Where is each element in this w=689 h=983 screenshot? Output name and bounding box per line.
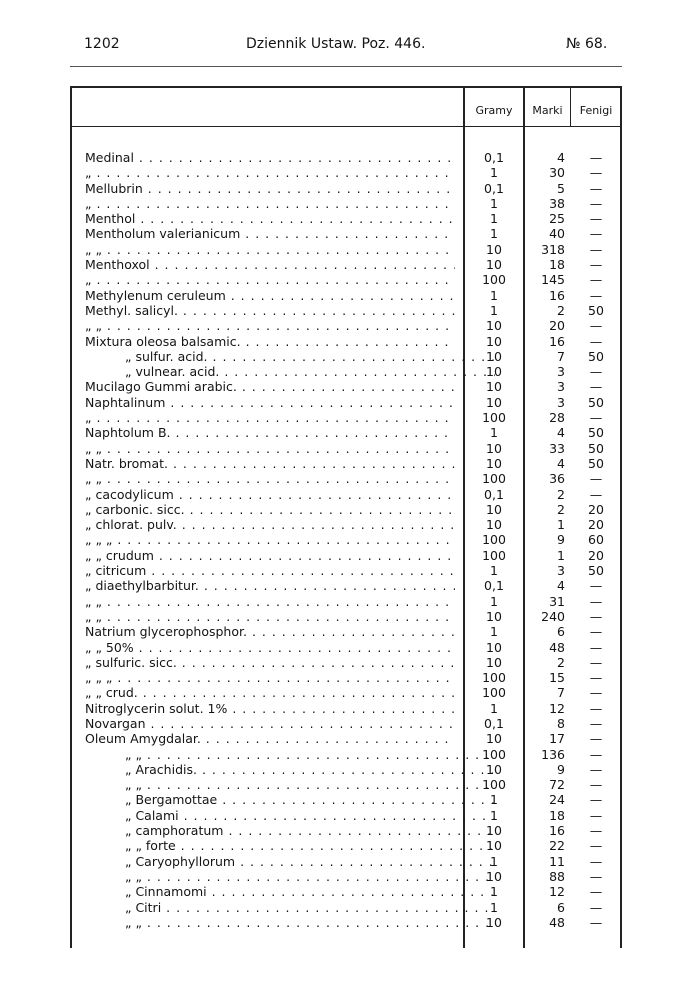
table-row	[70, 838, 622, 853]
marks-value: 48	[549, 914, 565, 930]
grams-value: 1	[490, 287, 498, 303]
item-name: Mixtura oleosa balsamic. . . .	[85, 334, 455, 349]
item-name: Methyl. salicyl. . . .	[85, 303, 455, 318]
grams-value: 10	[486, 348, 502, 364]
marks-value: 136	[541, 746, 565, 762]
grams-value: 1	[490, 195, 498, 211]
table-row	[70, 288, 622, 303]
grams-value: 1	[490, 700, 498, 716]
item-name: „ „ „ . . .	[85, 532, 455, 547]
pfennig-value: —	[589, 379, 603, 395]
grams-value: 10	[486, 517, 502, 533]
marks-value: 2	[557, 486, 565, 502]
grams-value: 0,1	[484, 150, 504, 165]
item-name: Naphtalinum . . .	[85, 395, 455, 410]
item-name: Novargan . . .	[85, 716, 455, 731]
item-name: „ . . .	[85, 165, 455, 180]
pfennig-value: —	[589, 807, 603, 823]
marks-value: 18	[549, 257, 565, 273]
marks-value: 6	[557, 899, 565, 915]
item-name: „ chlorat. pulv. . . .	[85, 517, 455, 532]
grams-value: 10	[486, 761, 502, 777]
item-name: Mellubrin . . .	[85, 181, 455, 196]
item-name: „ „ . . .	[85, 441, 455, 456]
pfennig-value: 20	[588, 547, 604, 563]
pfennig-value: —	[589, 318, 603, 334]
grams-value: 10	[486, 654, 502, 670]
item-name: Oleum Amygdalar. . . .	[85, 731, 455, 746]
pfennig-value: —	[589, 853, 603, 869]
marks-value: 4	[557, 578, 565, 594]
pfennig-value: —	[589, 150, 603, 165]
item-name: „ vulnear. acid. . . .	[85, 364, 495, 379]
grams-value: 100	[482, 532, 506, 548]
table-row	[70, 655, 622, 670]
marks-value: 88	[549, 868, 565, 884]
pfennig-value: —	[589, 868, 603, 884]
grams-value: 100	[482, 547, 506, 563]
marks-value: 240	[541, 608, 565, 624]
grams-value: 1	[490, 211, 498, 227]
grams-value: 1	[490, 884, 498, 900]
item-name: „ Arachidis. . . .	[85, 762, 495, 777]
grams-value: 100	[482, 272, 506, 288]
marks-value: 17	[549, 731, 565, 747]
marks-value: 2	[557, 654, 565, 670]
grams-value: 1	[490, 425, 498, 441]
table-row	[70, 257, 622, 272]
table-row	[70, 731, 622, 746]
item-name: Nitroglycerin solut. 1% . . .	[85, 701, 455, 716]
table-body	[70, 150, 622, 930]
item-name: „ „ . . .	[85, 318, 455, 333]
column-header-pfennig: Fenigi	[579, 104, 613, 117]
column-divider-marks-pfennig	[570, 86, 571, 126]
grams-value: 1	[490, 792, 498, 808]
column-header-grams: Gramy	[475, 104, 513, 117]
table-row	[70, 762, 622, 777]
pfennig-value: 50	[588, 455, 604, 471]
item-name: Mucilago Gummi arabic. . . .	[85, 379, 455, 394]
marks-value: 20	[549, 318, 565, 334]
pfennig-value: 50	[588, 440, 604, 456]
table-row	[70, 334, 622, 349]
table-row	[70, 777, 622, 792]
pfennig-value: —	[589, 241, 603, 257]
grams-value: 1	[490, 563, 498, 579]
grams-value: 10	[486, 823, 502, 839]
pfennig-value: —	[589, 608, 603, 624]
grams-value: 10	[486, 364, 502, 380]
marks-value: 4	[557, 150, 565, 165]
item-name: „ Bergamottae . . .	[85, 792, 495, 807]
grams-value: 100	[482, 777, 506, 793]
pfennig-value: —	[589, 364, 603, 380]
table-row	[70, 395, 622, 410]
pfennig-value: 50	[588, 563, 604, 579]
pfennig-value: —	[589, 287, 603, 303]
item-name: „ sulfur. acid. . . .	[85, 349, 495, 364]
grams-value: 1	[490, 899, 498, 915]
marks-value: 7	[557, 348, 565, 364]
price-table	[70, 86, 622, 948]
item-name: „ „ . . .	[85, 777, 495, 792]
grams-value: 10	[486, 639, 502, 655]
marks-value: 4	[557, 425, 565, 441]
table-row	[70, 272, 622, 287]
marks-value: 8	[557, 715, 565, 731]
table-row	[70, 548, 622, 563]
table-row	[70, 196, 622, 211]
table-row	[70, 487, 622, 502]
marks-value: 1	[557, 547, 565, 563]
marks-value: 40	[549, 226, 565, 242]
item-name: „ „ forte . . .	[85, 838, 495, 853]
item-name: „ citricum . . .	[85, 563, 455, 578]
grams-value: 0,1	[484, 180, 504, 196]
table-row	[70, 349, 622, 364]
pfennig-value: —	[589, 624, 603, 640]
grams-value: 10	[486, 379, 502, 395]
item-name: „ „ . . .	[85, 594, 455, 609]
grams-value: 10	[486, 501, 502, 517]
marks-value: 1	[557, 517, 565, 533]
pfennig-value: —	[589, 685, 603, 701]
grams-value: 100	[482, 410, 506, 426]
grams-value: 10	[486, 440, 502, 456]
grams-value: 1	[490, 624, 498, 640]
grams-value: 10	[486, 838, 502, 854]
grams-value: 1	[490, 226, 498, 242]
item-name: „ . . .	[85, 410, 455, 425]
item-name: „ Caryophyllorum . . .	[85, 854, 495, 869]
pfennig-value: —	[589, 593, 603, 609]
marks-value: 38	[549, 195, 565, 211]
grams-value: 0,1	[484, 578, 504, 594]
grams-value: 10	[486, 241, 502, 257]
table-row	[70, 364, 622, 379]
table-row	[70, 640, 622, 655]
pfennig-value: —	[589, 777, 603, 793]
marks-value: 48	[549, 639, 565, 655]
column-header-marks: Marki	[532, 104, 563, 117]
table-row	[70, 854, 622, 869]
pfennig-value: —	[589, 792, 603, 808]
item-name: „ cacodylicum . . .	[85, 487, 455, 502]
marks-value: 318	[541, 241, 565, 257]
table-row	[70, 670, 622, 685]
grams-value: 1	[490, 593, 498, 609]
marks-value: 16	[549, 333, 565, 349]
marks-value: 16	[549, 823, 565, 839]
table-row	[70, 578, 622, 593]
pfennig-value: —	[589, 578, 603, 594]
table-row	[70, 594, 622, 609]
table-row	[70, 181, 622, 196]
marks-value: 9	[557, 532, 565, 548]
table-row	[70, 915, 622, 930]
table-row	[70, 165, 622, 180]
pfennig-value: —	[589, 823, 603, 839]
item-name: Natr. bromat. . . .	[85, 456, 455, 471]
table-row	[70, 823, 622, 838]
item-name: „ diaethylbarbitur. . . .	[85, 578, 455, 593]
pfennig-value: —	[589, 639, 603, 655]
table-row	[70, 685, 622, 700]
grams-value: 1	[490, 165, 498, 181]
grams-value: 10	[486, 318, 502, 334]
marks-value: 16	[549, 287, 565, 303]
marks-value: 2	[557, 302, 565, 318]
table-row	[70, 425, 622, 440]
item-name: Natrium glycerophosphor. . . .	[85, 624, 455, 639]
pfennig-value: —	[589, 884, 603, 900]
pfennig-value: —	[589, 410, 603, 426]
issue-number: № 68.	[566, 36, 608, 52]
table-row	[70, 502, 622, 517]
grams-value: 10	[486, 394, 502, 410]
item-name: „ „ . . .	[85, 242, 455, 257]
table-row	[70, 211, 622, 226]
grams-value: 1	[490, 302, 498, 318]
marks-value: 3	[557, 394, 565, 410]
table-row	[70, 226, 622, 241]
marks-value: 28	[549, 410, 565, 426]
pfennig-value: —	[589, 670, 603, 686]
item-name: „ sulfuric. sicc. . . .	[85, 655, 455, 670]
item-name: „ „ crud. . . .	[85, 685, 455, 700]
table-row	[70, 701, 622, 716]
item-name: „ „ . . .	[85, 747, 495, 762]
table-row	[70, 869, 622, 884]
item-name: Methylenum ceruleum . . .	[85, 288, 455, 303]
marks-value: 33	[549, 440, 565, 456]
grams-value: 100	[482, 746, 506, 762]
table-row	[70, 792, 622, 807]
marks-value: 22	[549, 838, 565, 854]
marks-value: 5	[557, 180, 565, 196]
table-row	[70, 563, 622, 578]
pfennig-value: —	[589, 195, 603, 211]
item-name: „ Cinnamomi . . .	[85, 884, 495, 899]
grams-value: 1	[490, 807, 498, 823]
pfennig-value: —	[589, 471, 603, 487]
table-row	[70, 609, 622, 624]
marks-value: 24	[549, 792, 565, 808]
grams-value: 10	[486, 914, 502, 930]
journal-title: Dziennik Ustaw. Poz. 446.	[246, 36, 426, 52]
table-row	[70, 303, 622, 318]
item-name: „ „ . . .	[85, 609, 455, 624]
item-name: „ Citri . . .	[85, 900, 495, 915]
marks-value: 6	[557, 624, 565, 640]
marks-value: 7	[557, 685, 565, 701]
marks-value: 15	[549, 670, 565, 686]
marks-value: 31	[549, 593, 565, 609]
grams-value: 10	[486, 731, 502, 747]
table-row	[70, 747, 622, 762]
grams-value: 0,1	[484, 486, 504, 502]
grams-value: 10	[486, 868, 502, 884]
marks-value: 12	[549, 884, 565, 900]
pfennig-value: —	[589, 731, 603, 747]
item-name: „ . . .	[85, 196, 455, 211]
pfennig-value: —	[589, 746, 603, 762]
marks-value: 9	[557, 761, 565, 777]
item-name: „ Calami . . .	[85, 808, 495, 823]
column-header-rule	[70, 126, 622, 127]
pfennig-value: 20	[588, 501, 604, 517]
item-name: Medinal . . .	[85, 150, 455, 165]
pfennig-value: —	[589, 715, 603, 731]
item-name: „ „ . . .	[85, 471, 455, 486]
table-row	[70, 471, 622, 486]
pfennig-value: —	[589, 700, 603, 716]
item-name: Mentholum valerianicum . . .	[85, 226, 455, 241]
grams-value: 0,1	[484, 715, 504, 731]
table-row	[70, 242, 622, 257]
page-header	[0, 0, 689, 60]
item-name: „ „ . . .	[85, 869, 495, 884]
pfennig-value: 50	[588, 302, 604, 318]
table-row	[70, 716, 622, 731]
pfennig-value: —	[589, 211, 603, 227]
table-row	[70, 900, 622, 915]
marks-value: 4	[557, 455, 565, 471]
grams-value: 100	[482, 471, 506, 487]
table-row	[70, 318, 622, 333]
grams-value: 10	[486, 455, 502, 471]
marks-value: 72	[549, 777, 565, 793]
item-name: „ carbonic. sicc. . . .	[85, 502, 455, 517]
page-number: 1202	[84, 36, 120, 52]
item-name: Menthol . . .	[85, 211, 455, 226]
pfennig-value: 60	[588, 532, 604, 548]
table-row	[70, 884, 622, 899]
marks-value: 145	[541, 272, 565, 288]
grams-value: 100	[482, 670, 506, 686]
grams-value: 100	[482, 685, 506, 701]
pfennig-value: —	[589, 257, 603, 273]
pfennig-value: —	[589, 333, 603, 349]
item-name: „ „ „ . . .	[85, 670, 455, 685]
pfennig-value: —	[589, 654, 603, 670]
pfennig-value: —	[589, 180, 603, 196]
marks-value: 30	[549, 165, 565, 181]
table-row	[70, 532, 622, 547]
marks-value: 25	[549, 211, 565, 227]
table-row	[70, 808, 622, 823]
item-name: „ . . .	[85, 272, 455, 287]
marks-value: 2	[557, 501, 565, 517]
marks-value: 3	[557, 364, 565, 380]
pfennig-value: —	[589, 486, 603, 502]
table-row	[70, 456, 622, 471]
grams-value: 10	[486, 333, 502, 349]
item-name: „ camphoratum . . .	[85, 823, 495, 838]
marks-value: 12	[549, 700, 565, 716]
pfennig-value: —	[589, 761, 603, 777]
item-name: „ „ 50% . . .	[85, 640, 455, 655]
pfennig-value: —	[589, 914, 603, 930]
marks-value: 3	[557, 379, 565, 395]
item-name: „ „ crudum . . .	[85, 548, 455, 563]
header-divider	[70, 66, 622, 67]
pfennig-value: —	[589, 838, 603, 854]
pfennig-value: 20	[588, 517, 604, 533]
table-row	[70, 150, 622, 165]
pfennig-value: —	[589, 226, 603, 242]
table-row	[70, 410, 622, 425]
grams-value: 1	[490, 853, 498, 869]
table-row	[70, 379, 622, 394]
marks-value: 11	[549, 853, 565, 869]
item-name: Naphtolum B. . . .	[85, 425, 455, 440]
pfennig-value: 50	[588, 348, 604, 364]
pfennig-value: —	[589, 272, 603, 288]
pfennig-value: 50	[588, 425, 604, 441]
item-name: Menthoxol . . .	[85, 257, 455, 272]
pfennig-value: —	[589, 899, 603, 915]
pfennig-value: 50	[588, 394, 604, 410]
table-row	[70, 441, 622, 456]
item-name: „ „ . . .	[85, 915, 495, 930]
table-row	[70, 517, 622, 532]
grams-value: 10	[486, 257, 502, 273]
marks-value: 36	[549, 471, 565, 487]
marks-value: 3	[557, 563, 565, 579]
grams-value: 10	[486, 608, 502, 624]
table-row	[70, 624, 622, 639]
pfennig-value: —	[589, 165, 603, 181]
marks-value: 18	[549, 807, 565, 823]
